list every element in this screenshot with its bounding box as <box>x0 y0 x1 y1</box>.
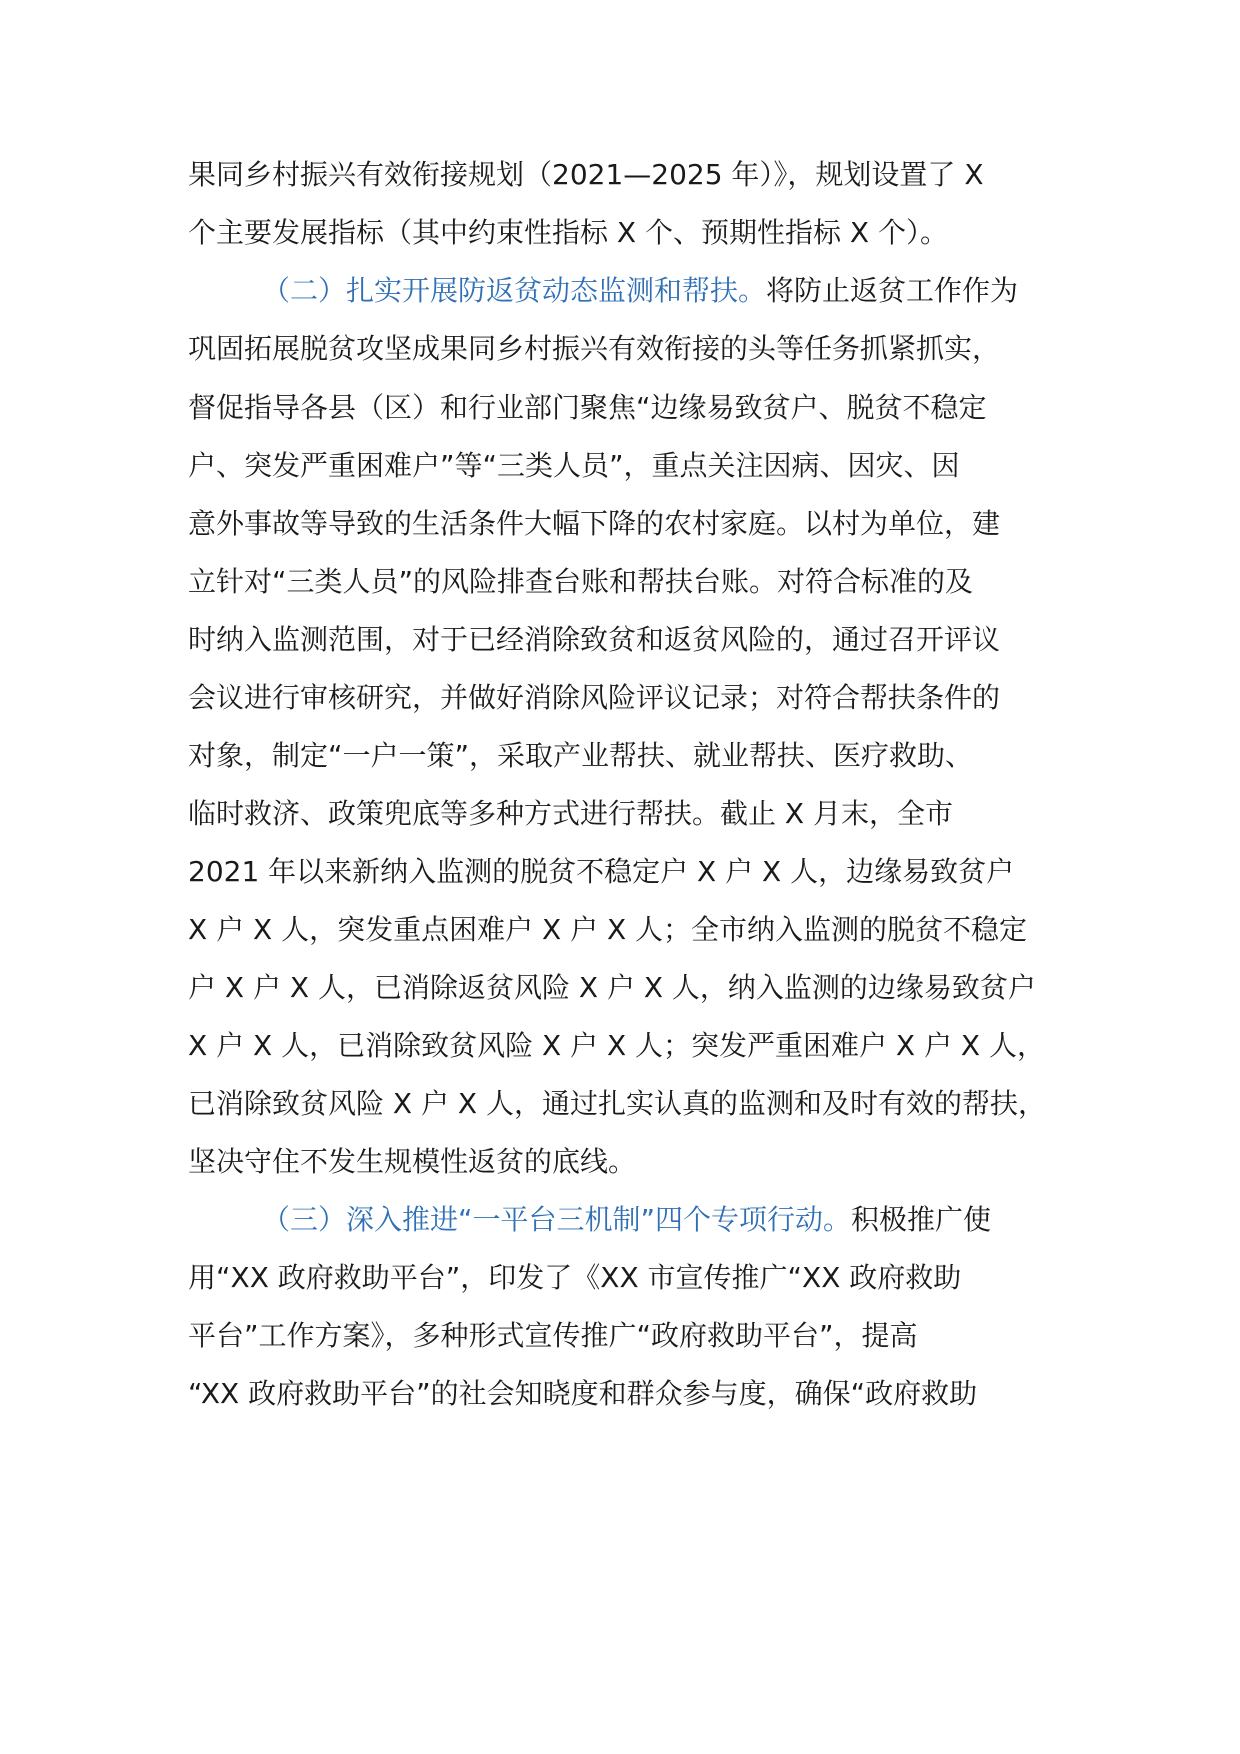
body-line: 坚决守住不发生规模性返贫的底线。 <box>188 1145 637 1178</box>
section-lead-text: 积极推广使 <box>851 1203 992 1236</box>
section-heading-line <box>262 271 1088 311</box>
body-line: 立针对“三类人员”的风险排查台账和帮扶台账。对符合标准的及 <box>188 565 974 598</box>
body-line: X 户 X 人，突发重点困难户 X 户 X 人；全市纳入监测的脱贫不稳定 <box>188 913 1028 946</box>
section-heading-line <box>262 1200 1088 1240</box>
body-line: 时纳入监测范围，对于已经消除致贫和返贫风险的，通过召开评议 <box>188 623 1001 656</box>
body-line: X 户 X 人，已消除致贫风险 X 户 X 人；突发严重困难户 X 户 X 人， <box>188 1029 1045 1062</box>
body-line: 户、突发严重困难户”等“三类人员”，重点关注因病、因灾、因 <box>188 449 960 482</box>
body-line: 会议进行审核研究，并做好消除风险评议记录；对符合帮扶条件的 <box>188 681 1001 714</box>
body-line: 意外事故等导致的生活条件大幅下降的农村家庭。以村为单位，建 <box>188 507 1001 540</box>
section-heading: （三）深入推进“一平台三机制”四个专项行动。 <box>262 1203 852 1236</box>
body-line: 个主要发展指标（其中约束性指标 X 个、预期性指标 X 个）。 <box>188 216 948 249</box>
section-heading: （二）扎实开展防返贫动态监测和帮扶。 <box>262 274 767 307</box>
body-line: 平台”工作方案》，多种形式宣传推广“政府救助平台”，提高 <box>188 1319 918 1352</box>
body-line: 已消除致贫风险 X 户 X 人，通过扎实认真的监测和及时有效的帮扶， <box>188 1087 1046 1120</box>
body-line: 用“XX 政府救助平台”，印发了《XX 市宣传推广“XX 政府救助 <box>188 1261 962 1294</box>
body-line: 巩固拓展脱贫攻坚成果同乡村振兴有效衔接的头等任务抓紧抓实， <box>188 332 1001 365</box>
body-line: 督促指导各县（区）和行业部门聚焦“边缘易致贫户、脱贫不稳定 <box>188 391 987 424</box>
body-line: “XX 政府救助平台”的社会知晓度和群众参与度，确保“政府救助 <box>188 1377 978 1410</box>
section-lead-text: 将防止返贫工作作为 <box>766 274 1019 307</box>
body-line: 2021 年以来新纳入监测的脱贫不稳定户 X 户 X 人，边缘易致贫户 <box>188 855 1015 888</box>
body-line: 对象，制定“一户一策”，采取产业帮扶、就业帮扶、医疗救助、 <box>188 739 974 772</box>
body-line: 户 X 户 X 人，已消除返贫风险 X 户 X 人，纳入监测的边缘易致贫户 <box>188 971 1036 1004</box>
body-line: 临时救济、政策兜底等多种方式进行帮扶。截止 X 月末，全市 <box>188 797 953 830</box>
body-line: 果同乡村振兴有效衔接规划（2021—2025 年）》，规划设置了 X <box>188 158 984 191</box>
